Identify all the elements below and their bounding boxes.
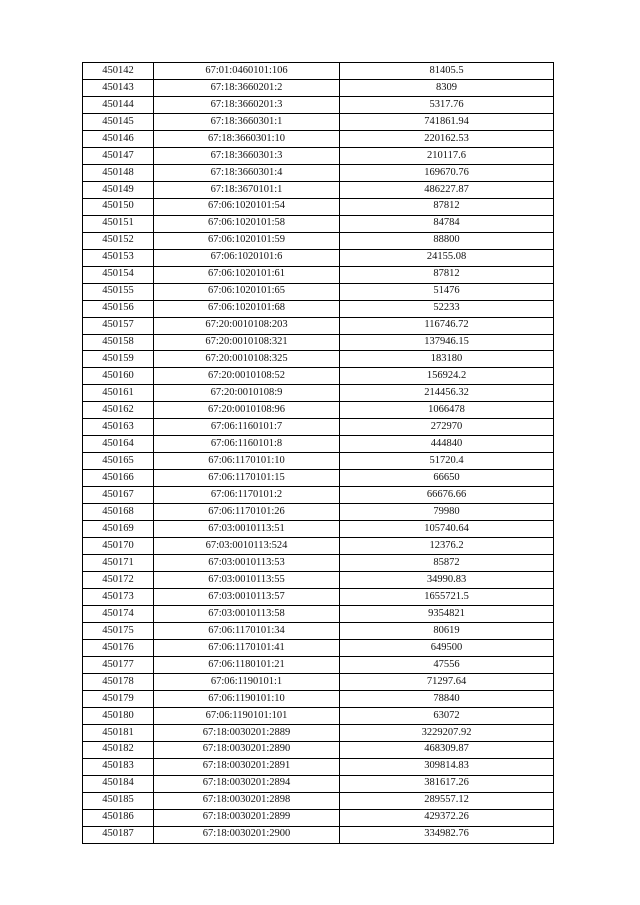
cadastral-number-cell: 67:20:0010108:203 [154,317,340,334]
value-cell: 272970 [340,419,554,436]
row-number-cell: 450155 [83,283,154,300]
value-cell: 87812 [340,266,554,283]
table-row [83,96,554,113]
cadastral-number-cell: 67:18:0030201:2890 [154,741,340,758]
cadastral-number-cell: 67:06:1160101:7 [154,419,340,436]
row-number-cell: 450180 [83,707,154,724]
value-cell: 1655721.5 [340,589,554,606]
cadastral-number-cell: 67:03:0010113:53 [154,555,340,572]
cadastral-number-cell: 67:06:1190101:1 [154,673,340,690]
table-row [83,758,554,775]
table-row [83,724,554,741]
table-row [83,622,554,639]
row-number-cell: 450174 [83,606,154,623]
value-cell: 34990.83 [340,572,554,589]
value-cell: 8309 [340,79,554,96]
value-cell: 220162.53 [340,130,554,147]
cadastral-number-cell: 67:18:3660201:3 [154,96,340,113]
table-row [83,690,554,707]
row-number-cell: 450184 [83,775,154,792]
table-row [83,113,554,130]
table-row [83,266,554,283]
value-cell: 156924.2 [340,368,554,385]
cadastral-number-cell: 67:06:1020101:65 [154,283,340,300]
value-cell: 1066478 [340,402,554,419]
cadastral-number-cell: 67:18:0030201:2891 [154,758,340,775]
row-number-cell: 450177 [83,656,154,673]
cadastral-number-cell: 67:06:1180101:21 [154,656,340,673]
value-cell: 81405.5 [340,63,554,80]
value-cell: 289557.12 [340,792,554,809]
value-cell: 105740.64 [340,521,554,538]
value-cell: 649500 [340,639,554,656]
table-row [83,826,554,843]
table-row [83,589,554,606]
cadastral-number-cell: 67:03:0010113:51 [154,521,340,538]
table-row [83,572,554,589]
cadastral-number-cell: 67:06:1170101:15 [154,470,340,487]
table-row [83,351,554,368]
cadastral-number-cell: 67:20:0010108:9 [154,385,340,402]
row-number-cell: 450159 [83,351,154,368]
row-number-cell: 450143 [83,79,154,96]
table-row [83,147,554,164]
cadastral-number-cell: 67:03:0010113:58 [154,606,340,623]
row-number-cell: 450182 [83,741,154,758]
table-row [83,453,554,470]
cadastral-number-cell: 67:03:0010113:55 [154,572,340,589]
cadastral-number-cell: 67:18:3660301:3 [154,147,340,164]
cadastral-number-cell: 67:20:0010108:321 [154,334,340,351]
row-number-cell: 450148 [83,164,154,181]
table-row [83,470,554,487]
cadastral-number-cell: 67:03:0010113:57 [154,589,340,606]
table-row [83,249,554,266]
value-cell: 84784 [340,215,554,232]
table-row [83,521,554,538]
cadastral-number-cell: 67:18:3660201:2 [154,79,340,96]
row-number-cell: 450172 [83,572,154,589]
table-row [83,656,554,673]
row-number-cell: 450145 [83,113,154,130]
value-cell: 66650 [340,470,554,487]
row-number-cell: 450156 [83,300,154,317]
row-number-cell: 450186 [83,809,154,826]
row-number-cell: 450167 [83,487,154,504]
value-cell: 24155.08 [340,249,554,266]
value-cell: 169670.76 [340,164,554,181]
row-number-cell: 450149 [83,181,154,198]
table-row [83,809,554,826]
table-row [83,402,554,419]
cadastral-number-cell: 67:18:0030201:2894 [154,775,340,792]
value-cell: 5317.76 [340,96,554,113]
row-number-cell: 450146 [83,130,154,147]
row-number-cell: 450170 [83,538,154,555]
value-cell: 444840 [340,436,554,453]
row-number-cell: 450168 [83,504,154,521]
cadastral-number-cell: 67:06:1020101:61 [154,266,340,283]
row-number-cell: 450164 [83,436,154,453]
row-number-cell: 450187 [83,826,154,843]
table-row [83,775,554,792]
cadastral-number-cell: 67:06:1170101:10 [154,453,340,470]
cadastral-number-cell: 67:06:1190101:10 [154,690,340,707]
row-number-cell: 450178 [83,673,154,690]
row-number-cell: 450161 [83,385,154,402]
value-cell: 52233 [340,300,554,317]
table-row [83,673,554,690]
value-cell: 486227.87 [340,181,554,198]
table-row [83,130,554,147]
row-number-cell: 450150 [83,198,154,215]
row-number-cell: 450171 [83,555,154,572]
row-number-cell: 450183 [83,758,154,775]
value-cell: 309814.83 [340,758,554,775]
cadastral-number-cell: 67:06:1170101:26 [154,504,340,521]
table-row [83,538,554,555]
table-row [83,232,554,249]
cadastral-number-cell: 67:06:1160101:8 [154,436,340,453]
table-row [83,741,554,758]
table-row [83,181,554,198]
row-number-cell: 450179 [83,690,154,707]
table-row [83,317,554,334]
cadastral-number-cell: 67:06:1190101:101 [154,707,340,724]
value-cell: 137946.15 [340,334,554,351]
cadastral-number-cell: 67:18:3660301:4 [154,164,340,181]
value-cell: 79980 [340,504,554,521]
row-number-cell: 450185 [83,792,154,809]
table-row [83,504,554,521]
table-row [83,487,554,504]
cadastral-number-cell: 67:06:1020101:59 [154,232,340,249]
cadastral-number-cell: 67:03:0010113:524 [154,538,340,555]
row-number-cell: 450157 [83,317,154,334]
value-cell: 12376.2 [340,538,554,555]
row-number-cell: 450175 [83,622,154,639]
table-row [83,792,554,809]
cadastral-number-cell: 67:18:0030201:2900 [154,826,340,843]
table-row [83,334,554,351]
table-row [83,606,554,623]
table-row [83,283,554,300]
value-cell: 468309.87 [340,741,554,758]
value-cell: 116746.72 [340,317,554,334]
row-number-cell: 450162 [83,402,154,419]
value-cell: 9354821 [340,606,554,623]
value-cell: 87812 [340,198,554,215]
table-row [83,164,554,181]
cadastral-number-cell: 67:18:3670101:1 [154,181,340,198]
cadastral-number-cell: 67:06:1020101:58 [154,215,340,232]
value-cell: 63072 [340,707,554,724]
cadastral-number-cell: 67:06:1170101:41 [154,639,340,656]
row-number-cell: 450147 [83,147,154,164]
row-number-cell: 450181 [83,724,154,741]
value-cell: 381617.26 [340,775,554,792]
cadastral-number-cell: 67:06:1170101:2 [154,487,340,504]
row-number-cell: 450153 [83,249,154,266]
value-cell: 78840 [340,690,554,707]
value-cell: 429372.26 [340,809,554,826]
value-cell: 183180 [340,351,554,368]
value-cell: 210117.6 [340,147,554,164]
cadastral-number-cell: 67:06:1020101:54 [154,198,340,215]
value-cell: 214456.32 [340,385,554,402]
table-row [83,639,554,656]
table-row [83,419,554,436]
table-row [83,436,554,453]
table-row [83,79,554,96]
cadastral-number-cell: 67:06:1020101:68 [154,300,340,317]
row-number-cell: 450142 [83,63,154,80]
row-number-cell: 450151 [83,215,154,232]
value-cell: 66676.66 [340,487,554,504]
table-row [83,300,554,317]
table-row [83,63,554,80]
value-cell: 334982.76 [340,826,554,843]
cadastral-number-cell: 67:20:0010108:96 [154,402,340,419]
value-cell: 80619 [340,622,554,639]
cadastral-number-cell: 67:18:3660301:1 [154,113,340,130]
cadastral-value-table [82,62,554,844]
cadastral-number-cell: 67:18:0030201:2898 [154,792,340,809]
row-number-cell: 450169 [83,521,154,538]
cadastral-number-cell: 67:20:0010108:52 [154,368,340,385]
row-number-cell: 450173 [83,589,154,606]
value-cell: 71297.64 [340,673,554,690]
value-cell: 741861.94 [340,113,554,130]
cadastral-number-cell: 67:18:0030201:2899 [154,809,340,826]
row-number-cell: 450160 [83,368,154,385]
row-number-cell: 450176 [83,639,154,656]
cadastral-number-cell: 67:20:0010108:325 [154,351,340,368]
row-number-cell: 450154 [83,266,154,283]
table-body [83,63,554,844]
value-cell: 3229207.92 [340,724,554,741]
table-row [83,198,554,215]
value-cell: 85872 [340,555,554,572]
table-row [83,707,554,724]
row-number-cell: 450144 [83,96,154,113]
table-row [83,215,554,232]
cadastral-number-cell: 67:18:3660301:10 [154,130,340,147]
cadastral-number-cell: 67:18:0030201:2889 [154,724,340,741]
cadastral-number-cell: 67:01:0460101:106 [154,63,340,80]
cadastral-number-cell: 67:06:1020101:6 [154,249,340,266]
row-number-cell: 450152 [83,232,154,249]
row-number-cell: 450166 [83,470,154,487]
row-number-cell: 450163 [83,419,154,436]
table-row [83,385,554,402]
value-cell: 51720.4 [340,453,554,470]
value-cell: 47556 [340,656,554,673]
row-number-cell: 450158 [83,334,154,351]
cadastral-number-cell: 67:06:1170101:34 [154,622,340,639]
table-row [83,555,554,572]
table-row [83,368,554,385]
row-number-cell: 450165 [83,453,154,470]
value-cell: 51476 [340,283,554,300]
value-cell: 88800 [340,232,554,249]
